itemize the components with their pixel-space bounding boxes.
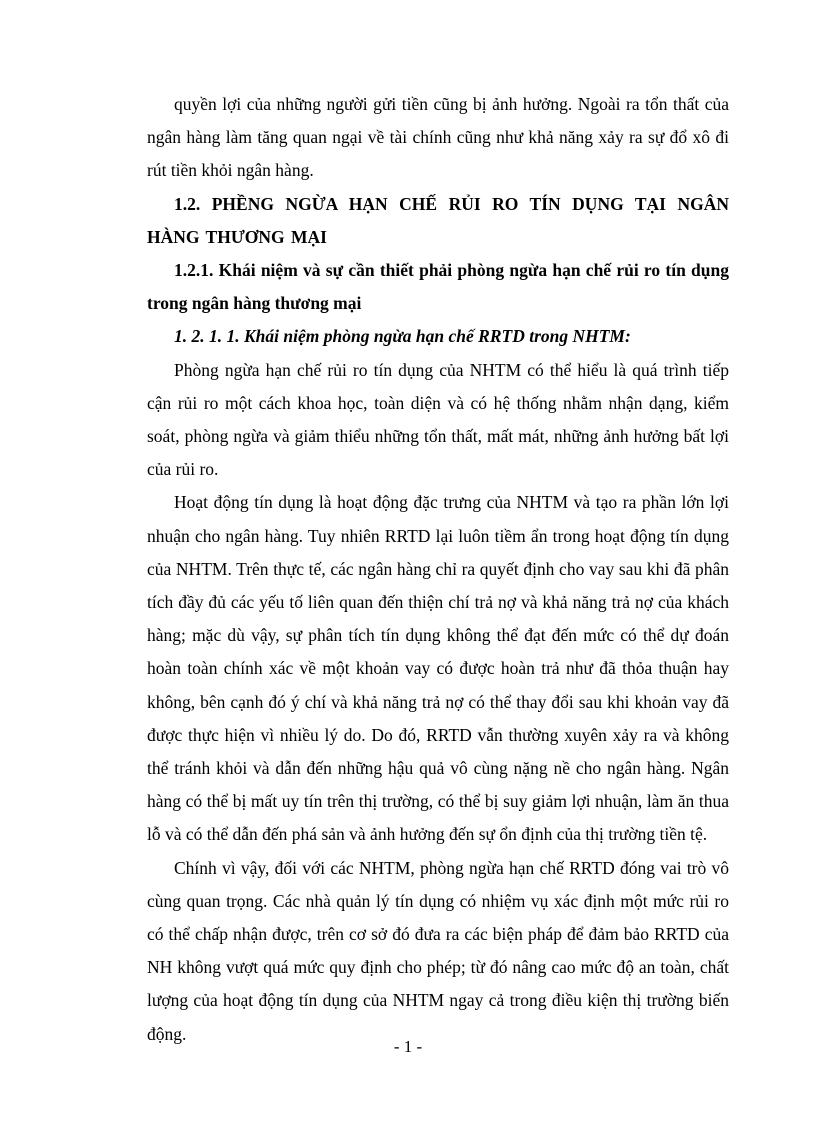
document-page	[147, 88, 729, 1051]
heading-section-1-2-1-1: 1. 2. 1. 1. Khái niệm phòng ngừa hạn chế RRTD trong NHTM:	[174, 326, 631, 347]
heading-section-1-2: 1.2. PHỀNG NGỪA HẠN CHẾ RỦI RO TÍN DỤNG TẠI NGÂN HÀNG THƯƠNG MẠI	[147, 193, 729, 247]
heading-section-1-2-1: 1.2.1. Khái niệm và sự cần thiết phải phòng ngừa hạn chế rủi ro tín dụng trong ngân hàng thương mại	[147, 260, 729, 314]
paragraph-definition: Phòng ngừa hạn chế rủi ro tín dụng của NHTM có thể hiểu là quá trình tiếp cận rủi ro một cách khoa học, toàn diện và có hệ thống nhằm nhận dạng, kiểm soát, phòng ngừa và giảm thiểu những tổn thất, mất mát, những ảnh hưởng bất lợi của rủi ro.	[147, 359, 729, 480]
paragraph-importance: Chính vì vậy, đối với các NHTM, phòng ngừa hạn chế RRTD đóng vai trò vô cùng quan trọng. Các nhà quản lý tín dụng có nhiệm vụ xác định một mức rủi ro có thể chấp nhận được, trên cơ sở đó đưa ra các biện pháp để đảm bảo RRTD của NH không vượt quá mức quy định cho phép; từ đó nâng cao mức độ an toàn, chất lượng của hoạt động tín dụng của NHTM ngay cả trong điều kiện thị trường biến động.	[147, 857, 729, 1044]
page-number: - 1 -	[393, 1037, 423, 1056]
paragraph-credit-activity: Hoạt động tín dụng là hoạt động đặc trưng của NHTM và tạo ra phần lớn lợi nhuận cho ngân hàng. Tuy nhiên RRTD lại luôn tiềm ẩn trong hoạt động tín dụng của NHTM. Trên thực tế, các ngân hàng chỉ ra quyết định cho vay sau khi đã phân tích đầy đủ các yếu tố liên quan đến thiện chí trả nợ và khả năng trả nợ của khách hàng; mặc dù vậy, sự phân tích tín dụng không thể đạt đến mức có thể dự đoán hoàn toàn chính xác về một khoản vay có được hoàn trả như đã thỏa thuận hay không, bên cạnh đó ý chí và khả năng trả nợ có thể thay đổi sau khi khoản vay đã được thực hiện vì nhiều lý do. Do đó, RRTD vẫn thường xuyên xảy ra và không thể tránh khỏi và dẫn đến những hậu quả vô cùng nặng nề cho ngân hàng. Ngân hàng có thể bị mất uy tín trên thị trường, có thể bị suy giảm lợi nhuận, làm ăn thua lỗ và có thể dẫn đến phá sản và ảnh hưởng đến sự ổn định của thị trường tiền tệ.	[147, 492, 729, 845]
paragraph-continuation: quyền lợi của những người gửi tiền cũng bị ảnh hưởng. Ngoài ra tổn thất của ngân hàng làm tăng quan ngại về tài chính cũng như khả năng xảy ra sự đổ xô đi rút tiền khỏi ngân hàng.	[147, 94, 729, 181]
